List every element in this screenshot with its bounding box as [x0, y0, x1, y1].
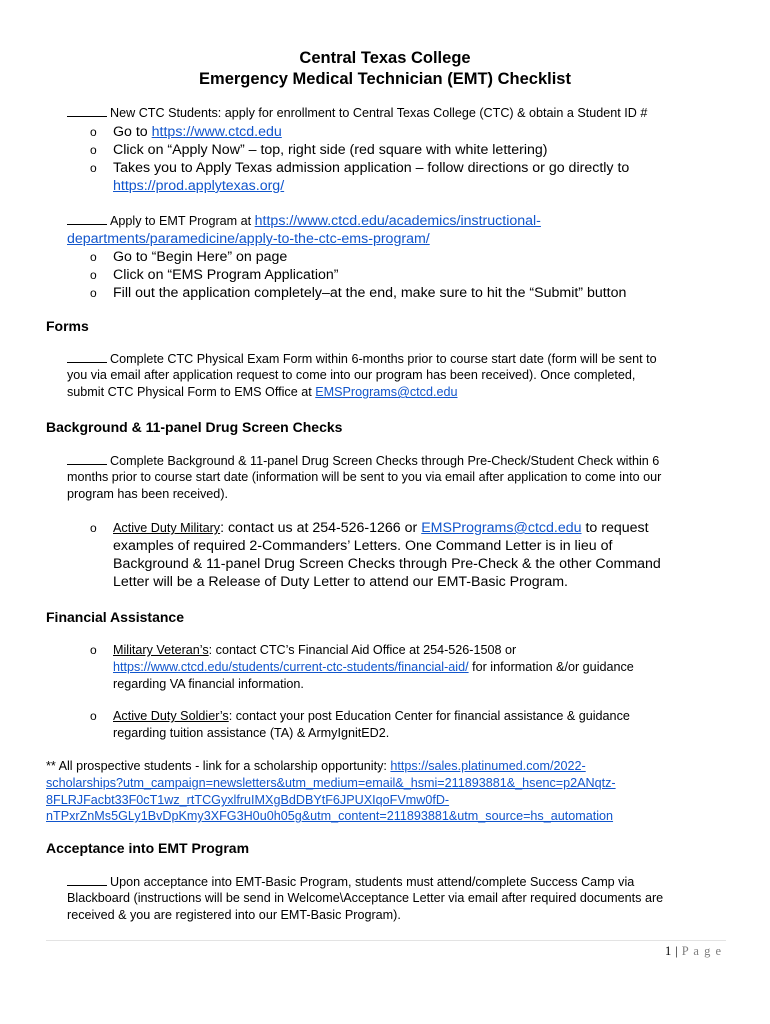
- scholarship-link-part3[interactable]: 8FLRJFacbt33F0cT1wz_rtTCGyxlfruIMXgBdDBYtF6JPUXIqoFVmw0fD-: [46, 793, 450, 807]
- scholarship-link-part4[interactable]: nTPxrZnMs5GLy1BvDpKmy3XFG3H0u0h05g&utm_content=211893881&utm_source=hs_automation: [46, 809, 614, 823]
- bullet-icon: o: [90, 268, 97, 282]
- military-line4: Letter will be a Release of Duty Letter to attend our EMT-Basic Program.: [113, 574, 568, 590]
- list-item: Go to https://www.ctcd.edu: [113, 124, 282, 140]
- scholarship-line3: [46, 792, 736, 809]
- financial-aid-link[interactable]: https://www.ctcd.edu/students/current-ctc-students/financial-aid/: [113, 660, 469, 674]
- checkbox-blank: [67, 452, 107, 465]
- list-item: Click on “Apply Now” – top, right side (red square with white lettering): [113, 142, 548, 158]
- ems-email-link[interactable]: EMSPrograms@ctcd.edu: [315, 385, 458, 399]
- soldier-item: Active Duty Soldier’s: contact your post Education Center for financial assistance & guidance: [113, 709, 630, 723]
- ctcd-link[interactable]: https://www.ctcd.edu: [151, 124, 282, 140]
- bullet-icon: o: [90, 521, 97, 535]
- scholarship-line4: [46, 808, 736, 825]
- checkbox-blank: [67, 873, 107, 886]
- financial-heading: Financial Assistance: [46, 609, 184, 625]
- acceptance-line2: Blackboard (instructions will be send in Welcome\Acceptance Letter via email after required documents are: [67, 891, 664, 905]
- background-line3: program has been received).: [67, 487, 229, 501]
- footer-separator: |: [675, 944, 678, 958]
- list-item: Go to “Begin Here” on page: [113, 249, 288, 265]
- forms-line2: you via email after application request to come into our program has been received). Once completed,: [67, 368, 636, 382]
- military-line3: Background & 11-panel Drug Screen Checks through Pre-Check & the other Command: [113, 556, 661, 572]
- list-item: Fill out the application completely–at the end, make sure to hit the “Submit” button: [113, 285, 627, 301]
- apply-emt-link-part1[interactable]: https://www.ctcd.edu/academics/instructional-: [254, 213, 541, 229]
- soldier-line2: regarding tuition assistance (TA) & ArmyIgnitED2.: [113, 726, 390, 740]
- bullet-icon: o: [90, 250, 97, 264]
- forms-line3: submit CTC Physical Form to EMS Office at EMSPrograms@ctcd.edu: [67, 385, 458, 399]
- acceptance-heading: Acceptance into EMT Program: [46, 840, 250, 856]
- bullet-icon: o: [90, 286, 97, 300]
- bullet-icon: o: [90, 143, 97, 157]
- apply-emt-link-line2: [67, 230, 727, 248]
- document-title: Central Texas College: [299, 49, 471, 67]
- scholarship-link-part1[interactable]: https://sales.platinumed.com/2022-: [390, 759, 586, 773]
- background-line2: months prior to course start date (information will be sent to you via email after application to come into our: [67, 470, 662, 484]
- acceptance-line3: received & you are registered into our EMT-Basic Program).: [67, 908, 401, 922]
- forms-line1: Complete CTC Physical Exam Form within 6-months prior to course start date (form will be sent to: [67, 350, 727, 368]
- bullet-icon: o: [90, 161, 97, 175]
- list-item-continued: [113, 177, 723, 195]
- military-item: Active Duty Military: contact us at 254-526-1266 or EMSPrograms@ctcd.edu to request: [113, 520, 649, 536]
- apply-emt-item: Apply to EMT Program at https://www.ctcd.edu/academics/instructional-: [67, 212, 727, 230]
- footer-divider: [46, 940, 726, 941]
- background-line1: Complete Background & 11-panel Drug Screen Checks through Pre-Check/Student Check within 6: [67, 452, 727, 470]
- checkbox-blank: [67, 350, 107, 363]
- background-heading: Background & 11-panel Drug Screen Checks: [46, 419, 343, 435]
- new-students-item: New CTC Students: apply for enrollment to Central Texas College (CTC) & obtain a Student ID #: [67, 104, 727, 122]
- military-line2: examples of required 2-Commanders’ Letters. One Command Letter is in lieu of: [113, 538, 613, 554]
- page-footer: [665, 944, 722, 959]
- bullet-icon: o: [90, 125, 97, 139]
- veteran-line3: regarding VA financial information.: [113, 677, 304, 691]
- bullet-icon: o: [90, 643, 97, 657]
- document-subtitle: Emergency Medical Technician (EMT) Checklist: [199, 70, 571, 88]
- list-item: Click on “EMS Program Application”: [113, 267, 339, 283]
- applytexas-link[interactable]: https://prod.applytexas.org/: [113, 178, 285, 194]
- veteran-line2: https://www.ctcd.edu/students/current-ctc-students/financial-aid/ for information &/or guidance: [113, 660, 634, 674]
- veteran-item: Military Veteran’s: contact CTC’s Financial Aid Office at 254-526-1508 or: [113, 643, 517, 657]
- bullet-icon: o: [90, 709, 97, 723]
- scholarship-link-part2[interactable]: scholarships?utm_campaign=newsletters&utm_medium=email&_hsmi=211893881&_hsenc=p2ANqtz-: [46, 776, 616, 790]
- ems-email-link[interactable]: EMSPrograms@ctcd.edu: [421, 520, 582, 536]
- checkbox-blank: [67, 212, 107, 225]
- apply-emt-link-part2[interactable]: departments/paramedicine/apply-to-the-ctc-ems-program/: [67, 231, 430, 247]
- acceptance-line1: Upon acceptance into EMT-Basic Program, students must attend/complete Success Camp via: [67, 873, 727, 891]
- scholarship-line1: ** All prospective students - link for a scholarship opportunity: https://sales.platinumed.com/2022-: [46, 759, 586, 773]
- checkbox-blank: [67, 104, 107, 117]
- scholarship-line2: [46, 775, 736, 792]
- page-number: 1: [665, 944, 672, 958]
- forms-heading: Forms: [46, 318, 89, 334]
- page-label: P a g e: [681, 944, 722, 958]
- list-item: Takes you to Apply Texas admission application – follow directions or go directly to: [113, 160, 630, 176]
